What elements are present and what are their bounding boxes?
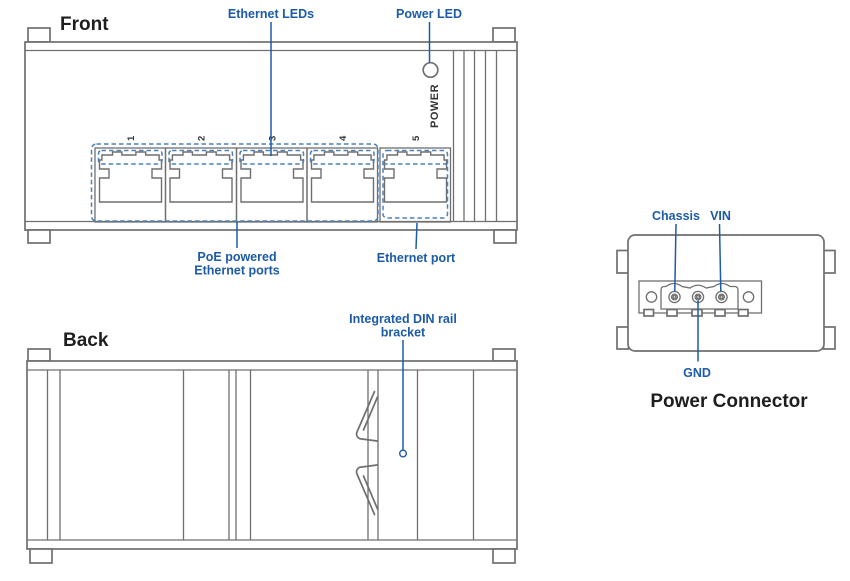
back-view [27,312,517,563]
front-bottom-right-foot [494,230,516,243]
port-number-4: 4 [338,135,349,141]
port-number-3: 3 [267,135,279,141]
front-title: Front [60,14,109,35]
port-number-5: 5 [411,135,422,141]
ethernet-leds-label: Ethernet LEDs [227,7,315,21]
terminal-foot [667,310,677,317]
connector-right-tab-upper [824,251,836,274]
front-top-right-tab [493,28,515,42]
poe-ports-label-line2: Ethernet ports [194,263,280,278]
power-led-label: Power LED [396,7,462,21]
back-bottom-right-foot [493,549,515,563]
din-rail-label-line2: bracket [380,325,426,340]
ethernet-port-label: Ethernet port [376,251,456,265]
terminal-foot [692,310,702,317]
chassis-pin-label: Chassis [652,209,700,223]
back-title: Back [63,330,109,351]
back-bottom-left-foot [30,549,52,563]
back-chassis-body [27,361,517,549]
back-top-right-tab [493,349,515,361]
power-connector-title: Power Connector [650,391,808,412]
connector-left-tab-lower [617,327,629,349]
port-number-1: 1 [126,135,137,141]
terminal-foot [644,310,654,317]
front-top-left-tab [28,28,50,42]
power-connector-view [617,209,835,412]
din-rail-leader-dot [400,450,407,457]
front-view [25,7,517,278]
terminal-foot [739,310,749,317]
ethernet-port-leader-line [416,223,417,249]
poe-ports-label-line1: PoE powered [197,250,277,264]
gnd-pin-label: GND [683,366,711,380]
din-rail-label-line1: Integrated DIN rail [349,312,457,326]
front-bottom-left-foot [28,230,50,243]
connector-right-tab-lower [824,327,836,349]
back-top-left-tab [28,349,50,361]
vin-pin-label: VIN [710,209,731,223]
port-number-2: 2 [196,135,208,141]
terminal-foot [715,310,725,317]
connector-left-tab-upper [617,251,629,274]
power-led-panel-label: POWER [429,83,441,128]
